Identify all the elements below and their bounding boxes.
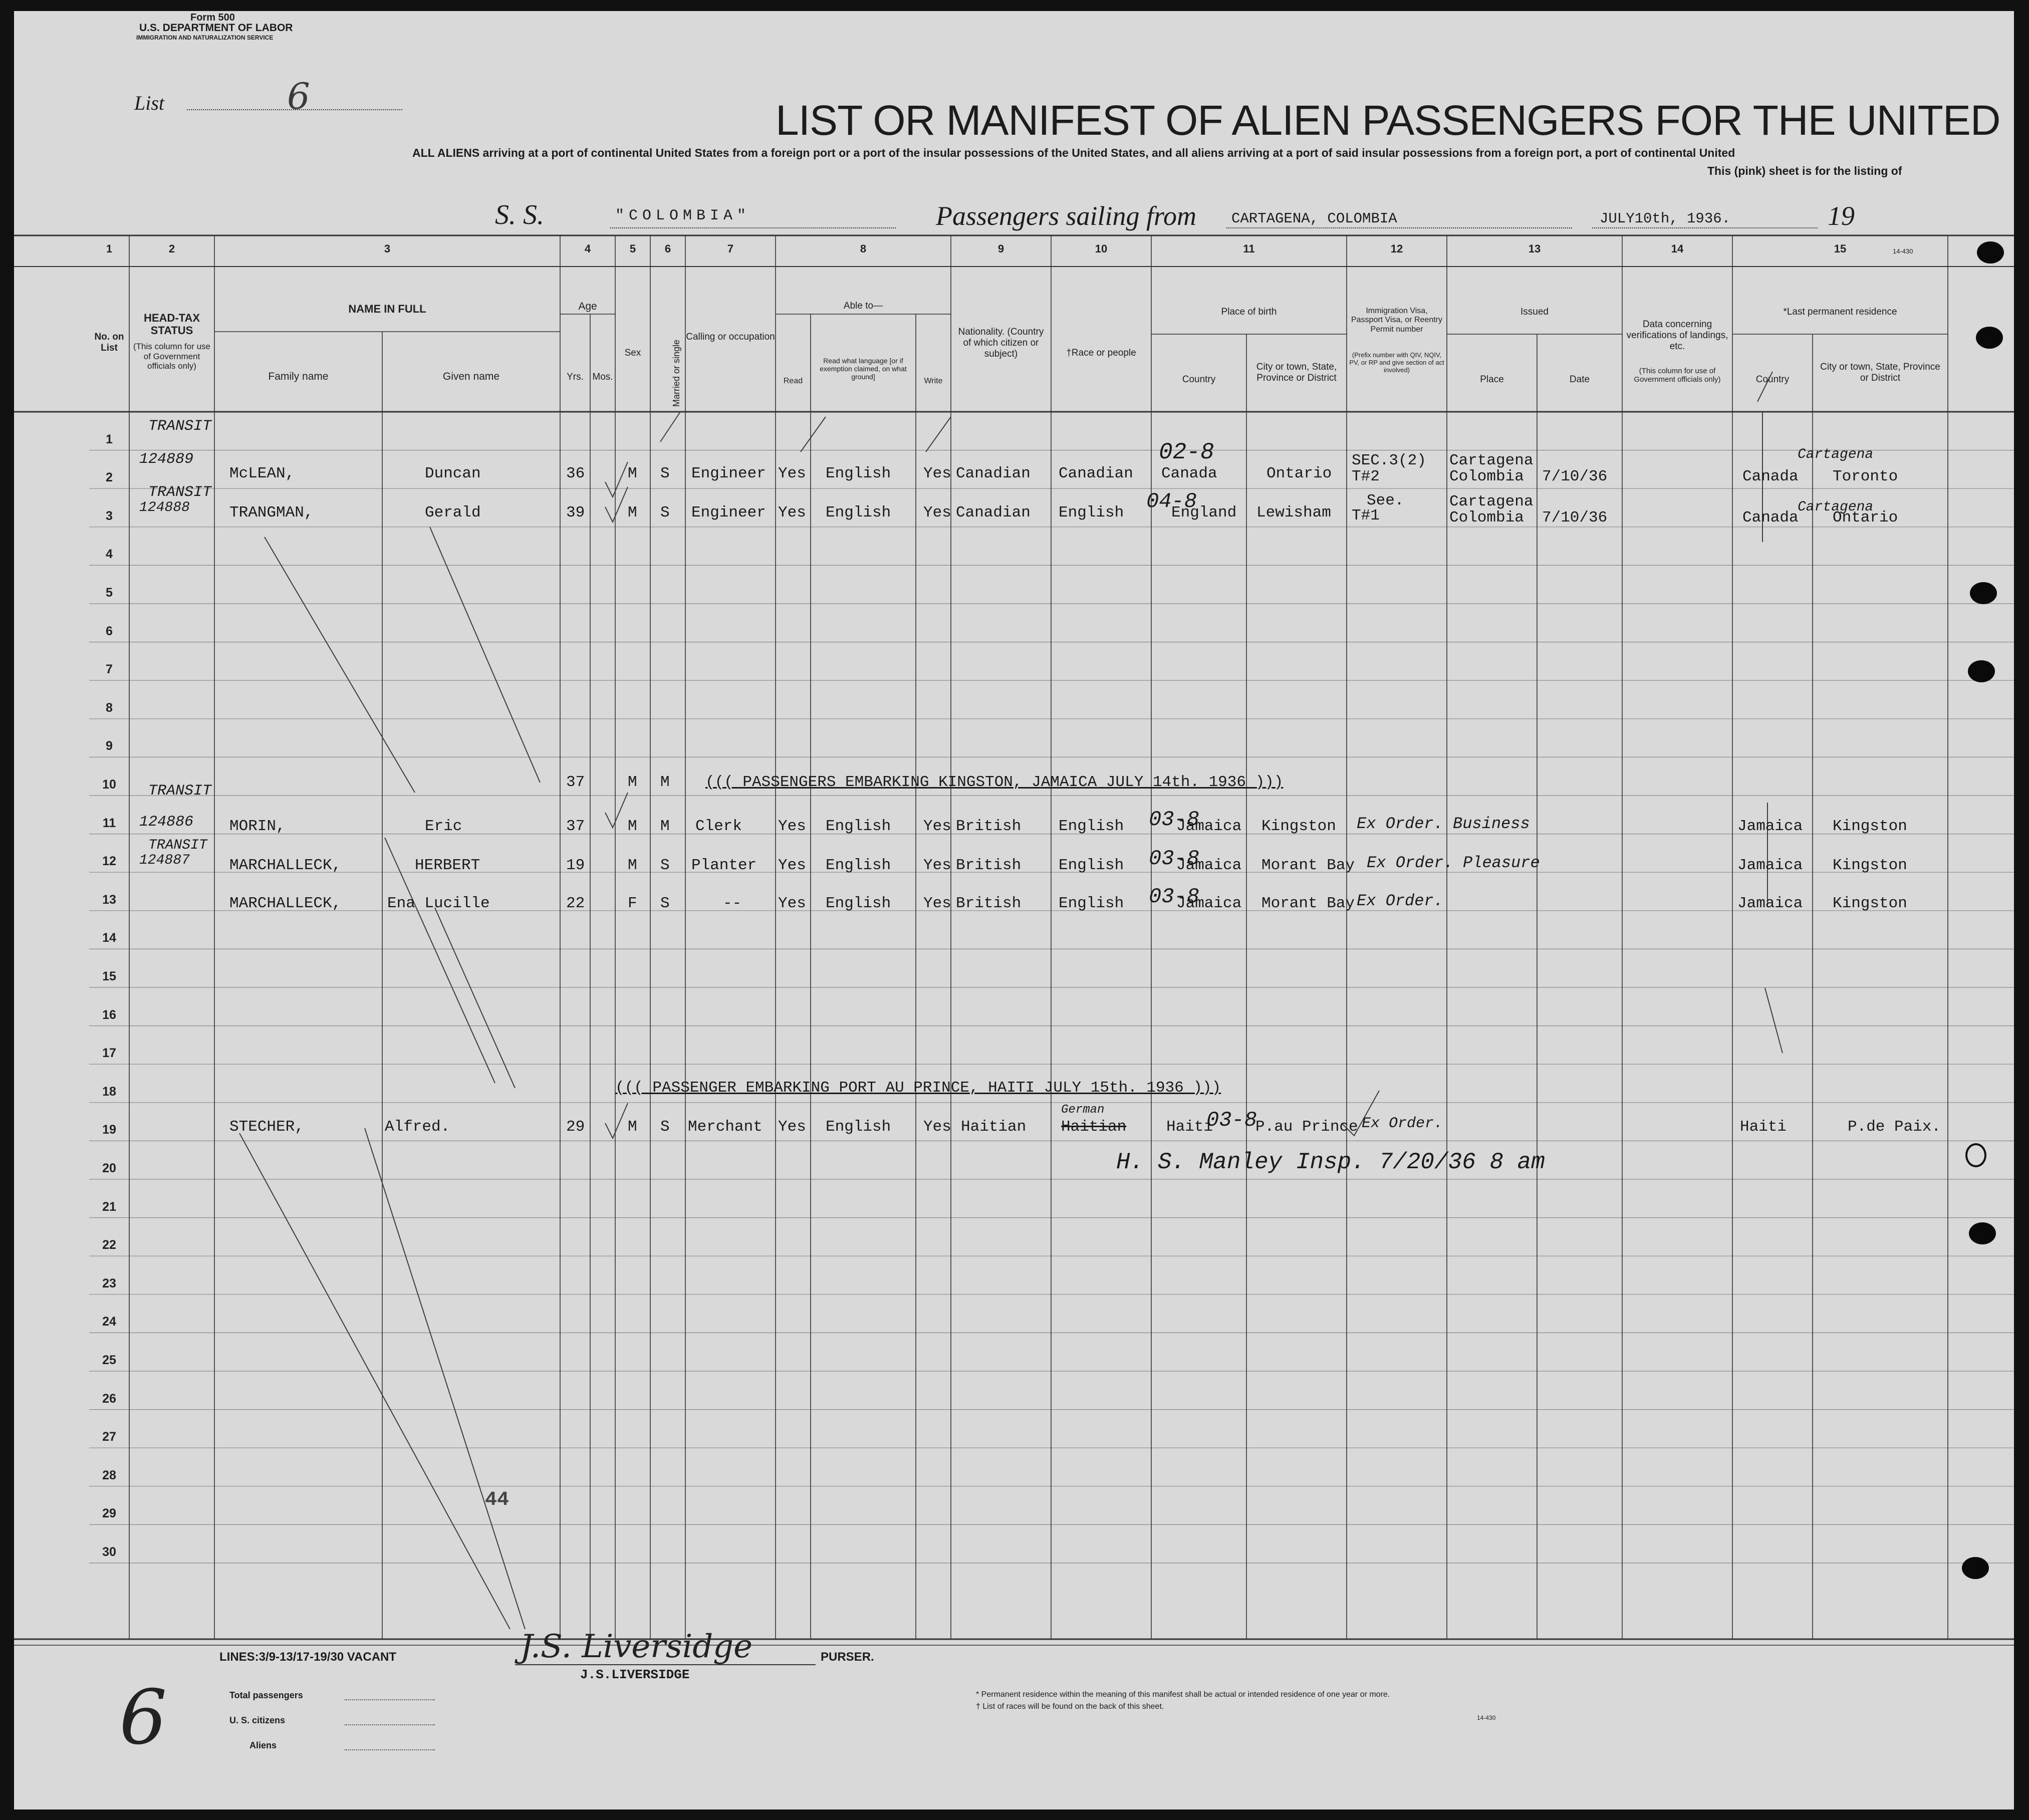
footnote-residence: * Permanent residence within the meaning of this manifest shall be actual or intended residence of one year or more.	[976, 1690, 1390, 1699]
row-number: 29	[102, 1506, 116, 1521]
column-number: 13	[1528, 242, 1541, 255]
row11-family: MARCHALLECK,	[229, 857, 342, 874]
row-number: 7	[106, 662, 113, 677]
column-number: 2	[168, 242, 175, 255]
row17-banner: ((( PASSENGER EMBARKING PORT AU PRINCE, HAITI JULY 15th. 1936 )))	[615, 1079, 1221, 1097]
row1-date: 7/10/36	[1542, 468, 1608, 485]
pencil-strokes	[239, 372, 1783, 1629]
header-yrs: Yrs.	[567, 372, 584, 382]
row2-language: English	[826, 504, 891, 522]
header-sex: Sex	[624, 348, 641, 358]
row10-res-country: Jamaica	[1737, 818, 1803, 835]
row2-tax-no: 124888	[139, 500, 190, 515]
row1-write: Yes	[923, 465, 951, 482]
header-married: Married or single	[671, 339, 681, 407]
punch-hole	[1970, 582, 1997, 604]
row-number: 6	[106, 624, 113, 638]
header-family-name: Family name	[268, 371, 329, 382]
row2-res-city: Ontario	[1833, 509, 1898, 527]
row18-given: Alfred.	[385, 1118, 450, 1136]
header-head-tax: HEAD-TAX STATUS	[143, 312, 200, 337]
row2-nationality: Canadian	[956, 504, 1031, 522]
row10-note: Ex Order. Business	[1357, 815, 1530, 833]
footer-code: 14-430	[1477, 1714, 1496, 1721]
row2-given: Gerald	[425, 504, 481, 522]
row10-occupation: Clerk	[695, 818, 742, 835]
row-number: 11	[102, 816, 116, 830]
header-data-concerning: Data concerning verifications of landings, etc.	[1626, 319, 1728, 352]
row11-birth-country: Jamaica	[1176, 857, 1242, 874]
row18-occupation: Merchant	[688, 1118, 763, 1136]
header-res-country: Country	[1755, 374, 1790, 385]
column-number: 6	[664, 242, 671, 255]
row12-given: Ena Lucille	[387, 895, 490, 912]
margin-number: 6	[119, 1674, 167, 1761]
column-number: 1	[106, 242, 113, 255]
row2-visa: See.	[1367, 492, 1404, 509]
row11-read: Yes	[778, 857, 806, 874]
header-read: Read	[783, 377, 803, 385]
row12-res-city: Kingston	[1833, 895, 1907, 912]
list-number: 6	[287, 75, 310, 117]
header-res-city: City or town, State, Province or District	[1820, 362, 1940, 383]
footnote-races: † List of races will be found on the back of this sheet.	[976, 1702, 1164, 1711]
row1-given: Duncan	[425, 465, 481, 482]
subtitle-1: ALL ALIENS arriving at a port of continental United States from a foreign port or a port of the insular possessions of the United States, and all aliens arriving at a port of said insular possessions from a foreign port, a port of continental United	[412, 146, 1735, 159]
ss-label: S. S.	[495, 199, 544, 230]
row1-ms: S	[660, 465, 670, 482]
row10-mark: 03-8	[1149, 808, 1199, 832]
row1-race: Canadian	[1059, 465, 1133, 482]
row11-ms: S	[660, 857, 670, 874]
row18-birth-country: Haiti	[1166, 1118, 1213, 1136]
total-passengers-label: Total passengers	[229, 1690, 303, 1700]
row-number: 28	[102, 1468, 116, 1482]
row2-birth-city: Lewisham	[1256, 504, 1331, 522]
row11-mark: 03-8	[1149, 847, 1199, 871]
row-number: 20	[102, 1161, 116, 1175]
row2-note: Cartagena	[1798, 499, 1874, 515]
row2-read: Yes	[778, 504, 806, 522]
row9-yrs: 37	[566, 773, 585, 791]
manifest-sheet	[14, 11, 2014, 1809]
row9-tax: TRANSIT	[148, 783, 212, 800]
row11-birth-city: Morant Bay	[1261, 857, 1355, 874]
date-underline	[1592, 227, 1818, 228]
year-suffix: 19	[1828, 201, 1855, 231]
row12-write: Yes	[923, 895, 951, 912]
row10-read: Yes	[778, 818, 806, 835]
row2-ms: S	[660, 504, 670, 522]
header-no-on-list: No. on List	[94, 332, 124, 353]
row-number: 3	[106, 508, 113, 523]
row2-res-country: Canada	[1742, 509, 1799, 527]
row9-sex: M	[628, 773, 637, 791]
row12-birth-country: Jamaica	[1176, 895, 1242, 912]
column-number: 8	[860, 242, 867, 255]
row1-read: Yes	[778, 465, 806, 482]
row11-write: Yes	[923, 857, 951, 874]
row18-sex: M	[628, 1118, 637, 1136]
row18-race-note: German	[1061, 1103, 1105, 1117]
inspector-note: H. S. Manley Insp. 7/20/36 8 am	[1116, 1149, 1545, 1175]
header-issued-place: Place	[1480, 374, 1504, 385]
header-issued-date: Date	[1569, 374, 1590, 385]
column-number: 5	[629, 242, 636, 255]
header-place-of-birth: Place of birth	[1221, 307, 1277, 317]
header-mos: Mos.	[592, 372, 613, 382]
row10-ms: M	[660, 818, 670, 835]
row12-mark: 03-8	[1149, 885, 1199, 909]
row10-sex: M	[628, 818, 637, 835]
sailing-label: Passengers sailing from	[936, 201, 1197, 231]
row-number: 1	[106, 432, 113, 446]
column-number: 12	[1390, 242, 1403, 255]
sailing-from: CARTAGENA, COLOMBIA	[1231, 210, 1397, 227]
row18-race: Haitian	[1061, 1118, 1127, 1136]
row-number: 21	[102, 1199, 116, 1214]
row12-sex: F	[628, 895, 637, 912]
row2-family: TRANGMAN,	[229, 504, 314, 522]
row12-note: Ex Order.	[1357, 892, 1443, 910]
row10-race: English	[1059, 818, 1124, 835]
aliens-label: Aliens	[249, 1740, 277, 1750]
row18-read: Yes	[778, 1118, 806, 1136]
subtitle-2: This (pink) sheet is for the listing of	[1707, 164, 1902, 177]
column-number: 10	[1095, 242, 1108, 255]
row12-nationality: British	[956, 895, 1022, 912]
row10-family: MORIN,	[229, 818, 286, 835]
header-race: †Race or people	[1066, 348, 1136, 358]
row10-write: Yes	[923, 818, 951, 835]
row12-read: Yes	[778, 895, 806, 912]
column-number: 3	[384, 242, 391, 255]
row12-res-country: Jamaica	[1737, 895, 1803, 912]
punch-hole	[1968, 660, 1995, 682]
row2-visa2: T#1	[1352, 507, 1380, 525]
us-citizens-label: U. S. citizens	[229, 1715, 286, 1725]
row-number: 24	[102, 1315, 116, 1329]
row18-res-country: Haiti	[1740, 1118, 1787, 1136]
row1-family: McLEAN,	[229, 465, 295, 482]
row18-language: English	[826, 1118, 891, 1136]
total-passengers-line	[345, 1699, 435, 1700]
form-code: 14-430	[1893, 247, 1913, 255]
row11-given: HERBERT	[415, 857, 480, 874]
row-number: 9	[106, 739, 113, 753]
row1-place2: Colombia	[1449, 468, 1524, 485]
punch-hole	[1976, 327, 2003, 349]
service: IMMIGRATION AND NATURALIZATION SERVICE	[136, 34, 274, 41]
punch-hole-ring	[1965, 1143, 1986, 1167]
column-number: 11	[1243, 242, 1255, 255]
row2-write: Yes	[923, 504, 951, 522]
header-calling: Calling or occupation	[686, 332, 775, 342]
row10-res-city: Kingston	[1833, 818, 1907, 835]
row10-given: Eric	[425, 818, 462, 835]
header-nationality: Nationality. (Country of which citizen or subject)	[958, 327, 1044, 359]
header-birth-country: Country	[1182, 374, 1216, 385]
header-write: Write	[924, 377, 943, 385]
row-number: 18	[102, 1084, 116, 1099]
header-issued: Issued	[1520, 307, 1549, 317]
row2-mark: 04-8	[1146, 489, 1197, 513]
row10-birth-country: Jamaica	[1176, 818, 1242, 835]
row18-yrs: 29	[566, 1118, 585, 1136]
row12-family: MARCHALLECK,	[229, 895, 342, 912]
row18-res-city: P.de Paix.	[1848, 1118, 1941, 1136]
row1-occupation: Engineer	[691, 465, 766, 482]
column-number: 14	[1671, 242, 1684, 255]
punch-hole	[1969, 1222, 1996, 1244]
row2-place2: Colombia	[1449, 509, 1524, 527]
header-visa: Immigration Visa, Passport Visa, or Reentry Permit number	[1351, 307, 1442, 334]
purser-role: PURSER.	[821, 1650, 874, 1664]
list-label: List	[134, 92, 165, 114]
row1-yrs: 36	[566, 465, 585, 482]
row1-note: Cartagena	[1798, 447, 1874, 462]
row1-language: English	[826, 465, 891, 482]
row11-res-country: Jamaica	[1737, 857, 1803, 874]
row1-res-country: Canada	[1742, 468, 1799, 485]
signer-name: J.S.LIVERSIDGE	[580, 1667, 690, 1682]
from-underline	[1226, 227, 1572, 228]
header-last-residence: *Last permanent residence	[1783, 307, 1897, 317]
row1-place: Cartagena	[1449, 452, 1534, 469]
row-number: 23	[102, 1276, 116, 1290]
row18-ms: S	[660, 1118, 670, 1136]
header-able-to: Able to—	[843, 301, 883, 311]
header-birth-city: City or town, State, Province or District	[1256, 362, 1337, 383]
row-number: 4	[106, 547, 113, 562]
row10-birth-city: Kingston	[1261, 818, 1336, 835]
row2-date: 7/10/36	[1542, 509, 1608, 527]
row2-race: English	[1059, 504, 1124, 522]
row-number: 22	[102, 1238, 116, 1252]
row10-tax-no: 124886	[139, 814, 194, 831]
row-number: 13	[102, 892, 116, 907]
row1-mark: 02-8	[1159, 439, 1214, 465]
department: U.S. DEPARTMENT OF LABOR	[139, 22, 293, 34]
row-number: 19	[102, 1123, 116, 1137]
row18-birth-city: P.au Prince	[1255, 1118, 1358, 1136]
row-number: 25	[102, 1353, 116, 1367]
row11-yrs: 19	[566, 857, 585, 874]
row-number: 27	[102, 1430, 116, 1444]
row12-race: English	[1059, 895, 1124, 912]
row11-race: English	[1059, 857, 1124, 874]
row1-res-city: Toronto	[1833, 468, 1898, 485]
row9-ms: M	[660, 773, 670, 791]
row12-birth-city: Morant Bay	[1261, 895, 1355, 912]
column-number: 9	[997, 242, 1004, 255]
row-number: 8	[106, 700, 113, 715]
punch-hole	[1962, 1557, 1989, 1579]
us-citizens-line	[345, 1724, 435, 1725]
row10-nationality: British	[956, 818, 1022, 835]
row11-tax: TRANSIT	[148, 838, 207, 853]
ship-name: "COLOMBIA"	[615, 207, 751, 224]
ship-underline	[610, 227, 896, 228]
signature: J.S. Liversidge	[520, 1628, 752, 1665]
row9-banner: ((( PASSENGERS EMBARKING KINGSTON, JAMAICA JULY 14th. 1936 )))	[705, 773, 1284, 791]
header-name-in-full: NAME IN FULL	[348, 303, 426, 315]
row-number: 30	[102, 1545, 116, 1559]
row-number: 14	[102, 931, 116, 945]
row12-language: English	[826, 895, 891, 912]
header-given-name: Given name	[442, 371, 500, 382]
header-read-what: Read what language [or if exemption claimed, on what ground]	[820, 357, 907, 381]
aliens-line	[345, 1749, 435, 1750]
row11-language: English	[826, 857, 891, 874]
page-count: 44	[485, 1489, 510, 1511]
row11-res-city: Kingston	[1833, 857, 1907, 874]
column-number: 7	[727, 242, 734, 255]
row-number: 17	[102, 1046, 116, 1061]
row-number: 12	[102, 854, 116, 869]
row2-birth-country: England	[1171, 504, 1237, 522]
header-data-note: (This column for use of Government officials only)	[1634, 367, 1721, 384]
column-number: 4	[584, 242, 591, 255]
row1-birth-country: Canada	[1161, 465, 1217, 482]
row18-write: Yes	[923, 1118, 951, 1136]
row12-occupation: --	[723, 895, 742, 912]
row2-yrs: 39	[566, 504, 585, 522]
column-number: 15	[1834, 242, 1847, 255]
row11-nationality: British	[956, 857, 1022, 874]
row1-sex: M	[628, 465, 637, 482]
row12-ms: S	[660, 895, 670, 912]
form-number: Form 500	[190, 12, 235, 23]
row18-note: Ex Order.	[1362, 1115, 1443, 1132]
row11-sex: M	[628, 857, 637, 874]
row18-mark: 03-8	[1206, 1108, 1257, 1132]
sailing-date: JULY10th, 1936.	[1600, 210, 1731, 227]
page-title: LIST OR MANIFEST OF ALIEN PASSENGERS FOR THE UNITED	[776, 97, 2000, 144]
row-number: 2	[106, 470, 113, 485]
row12-yrs: 22	[566, 895, 585, 912]
row2-tax: TRANSIT	[148, 484, 212, 501]
row1-nationality: Canadian	[956, 465, 1031, 482]
header-visa-note: (Prefix number with QIV, NQIV, PV, or RP and give section of act involved)	[1349, 351, 1444, 374]
row-number: 5	[106, 586, 113, 600]
row2-occupation: Engineer	[691, 504, 766, 522]
row11-note: Ex Order. Pleasure	[1367, 854, 1540, 872]
row18-family: STECHER,	[229, 1118, 304, 1136]
row2-sex: M	[628, 504, 637, 522]
punch-hole	[1977, 241, 2004, 264]
row10-language: English	[826, 818, 891, 835]
row11-tax-no: 124887	[139, 853, 190, 868]
row10-yrs: 37	[566, 818, 585, 835]
row1-birth-city: Ontario	[1266, 465, 1332, 482]
row1-tax: TRANSIT	[148, 418, 212, 435]
row11-occupation: Planter	[691, 857, 757, 874]
row-number: 15	[102, 969, 116, 983]
header-age: Age	[578, 301, 597, 312]
row18-nationality: Haitian	[961, 1118, 1027, 1136]
row-number: 26	[102, 1391, 116, 1406]
row-number: 16	[102, 1007, 116, 1022]
row-number: 10	[102, 777, 116, 792]
header-head-tax-note: (This column for use of Government officials only)	[133, 342, 210, 371]
row1-visa2: T#2	[1352, 468, 1380, 485]
row1-visa: SEC.3(2)	[1352, 452, 1426, 469]
row2-place: Cartagena	[1449, 493, 1534, 510]
row1-tax-no: 124889	[139, 451, 194, 468]
lines-vacant: LINES:3/9-13/17-19/30 VACANT	[219, 1650, 397, 1664]
